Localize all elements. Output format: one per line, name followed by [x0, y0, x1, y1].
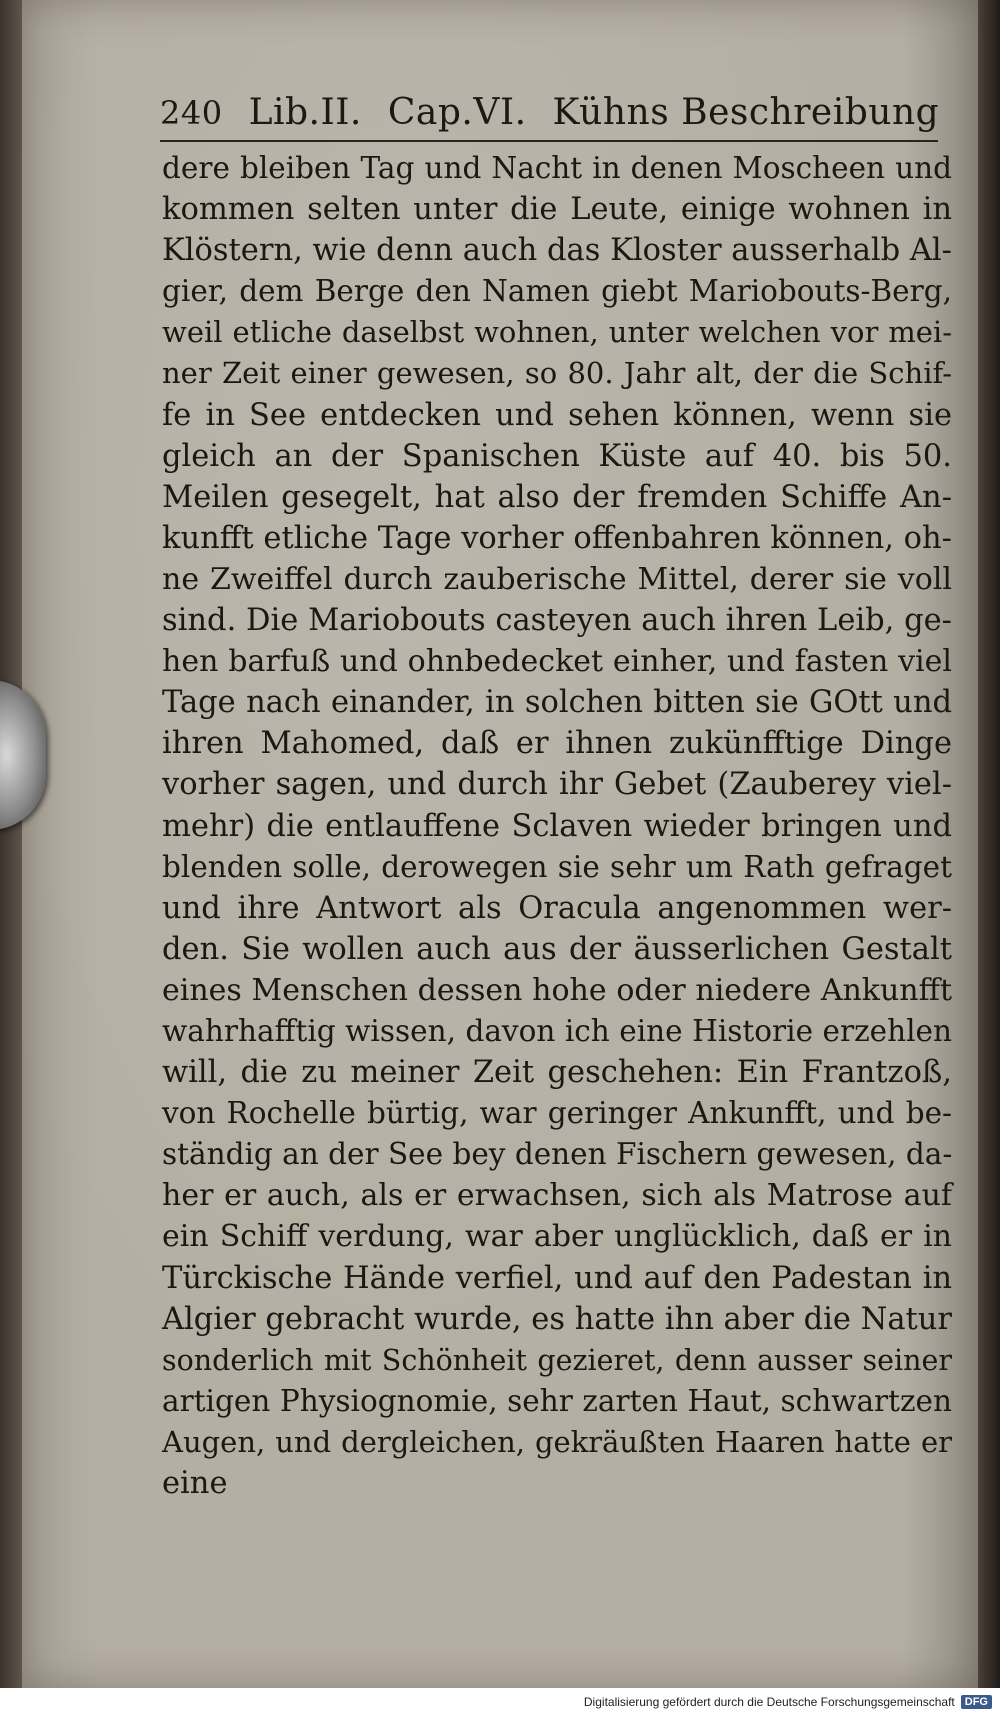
page-number: 240 [160, 94, 223, 132]
text-line: ner Zeit einer gewesen, so 80. Jahr alt, der die Schif- [162, 356, 952, 391]
text-line: blenden solle, derowegen sie sehr um Rath gefraget [162, 849, 952, 884]
book-spine-edge [0, 0, 22, 1688]
body-text [162, 148, 952, 1504]
text-line: her er auch, als er erwachsen, sich als Matrose auf [162, 1178, 952, 1214]
text-line: will, die zu meiner Zeit geschehen: Ein Frantzoß, [162, 1055, 952, 1091]
header-rule [160, 140, 938, 142]
text-line: sonderlich mit Schönheit gezieret, denn ausser seiner [162, 1343, 952, 1377]
text-line: ständig an der See bey denen Fischern gewesen, da- [162, 1137, 953, 1172]
running-title: Kühns Beschreibung [552, 92, 940, 133]
text-line: gier, dem Berge den Namen giebt Mariobouts-Berg, [162, 274, 952, 309]
catchword: eine [162, 1466, 228, 1501]
text-line: ihren Mahomed, daß er ihnen zukünfftige Dinge [162, 726, 952, 762]
text-line: wahrhafftig wissen, davon ich eine Historie erzehlen [162, 1013, 952, 1048]
text-line: Klöstern, wie denn auch das Kloster ausserhalb Al- [162, 233, 952, 269]
text-line: Augen, und dergleichen, gekräußten Haaren hatte er [162, 1424, 952, 1459]
text-line: Meilen gesegelt, hat also der fremden Schiffe An- [162, 479, 952, 515]
text-line: fe in See entdecken und sehen können, wenn sie [162, 397, 952, 433]
text-line: den. Sie wollen auch aus der äusserlichen Gestalt [162, 931, 952, 967]
chapter-label: Cap.VI. [387, 92, 527, 133]
running-header [160, 92, 940, 142]
text-line: von Rochelle bürtig, war geringer Ankunfft, und be- [162, 1096, 952, 1131]
text-line: gleich an der Spanischen Küste auf 40. bis 50. [162, 438, 952, 474]
text-line: Türckische Hände verfiel, und auf den Padestan in [162, 1260, 952, 1296]
dfg-logo[interactable]: DFG [961, 1695, 992, 1709]
text-line: mehr) die entlauffene Sclaven wieder bringen und [162, 808, 952, 844]
text-line: ein Schiff verdung, war aber unglücklich, daß er in [162, 1219, 952, 1255]
text-line: vorher sagen, und durch ihr Gebet (Zauberey viel- [162, 767, 952, 803]
text-line: kunfft etliche Tage vorher offenbahren können, oh- [162, 520, 952, 556]
text-line: dere bleiben Tag und Nacht in denen Moscheen und [162, 151, 952, 185]
text-line: und ihre Antwort als Oracula angenommen wer- [162, 890, 952, 926]
text-line: eines Menschen dessen hohe oder niedere Ankunfft [162, 972, 952, 1008]
book-fore-edge [978, 0, 1000, 1688]
text-line: weil etliche daselbst wohnen, unter welchen vor mei- [162, 315, 952, 350]
text-line: sind. Die Mariobouts casteyen auch ihren Leib, ge- [162, 603, 952, 639]
text-line: Tage nach einander, in solchen bitten sie GOtt und [162, 685, 952, 721]
digitization-footer [0, 1688, 1000, 1715]
text-line: hen barfuß und ohnbedecket einher, und fasten viel [162, 644, 952, 680]
text-line: artigen Physiognomie, sehr zarten Haut, schwartzen [162, 1383, 952, 1418]
text-line: ne Zweiffel durch zauberische Mittel, derer sie voll [162, 561, 952, 597]
footer-credit: Digitalisierung gefördert durch die Deutsche Forschungsgemeinschaft [583, 1694, 955, 1709]
book-label: Lib.II. [248, 92, 362, 133]
text-line: kommen selten unter die Leute, einige wohnen in [162, 192, 952, 228]
text-line: Algier gebracht wurde, es hatte ihn aber die Natur [162, 1301, 952, 1337]
